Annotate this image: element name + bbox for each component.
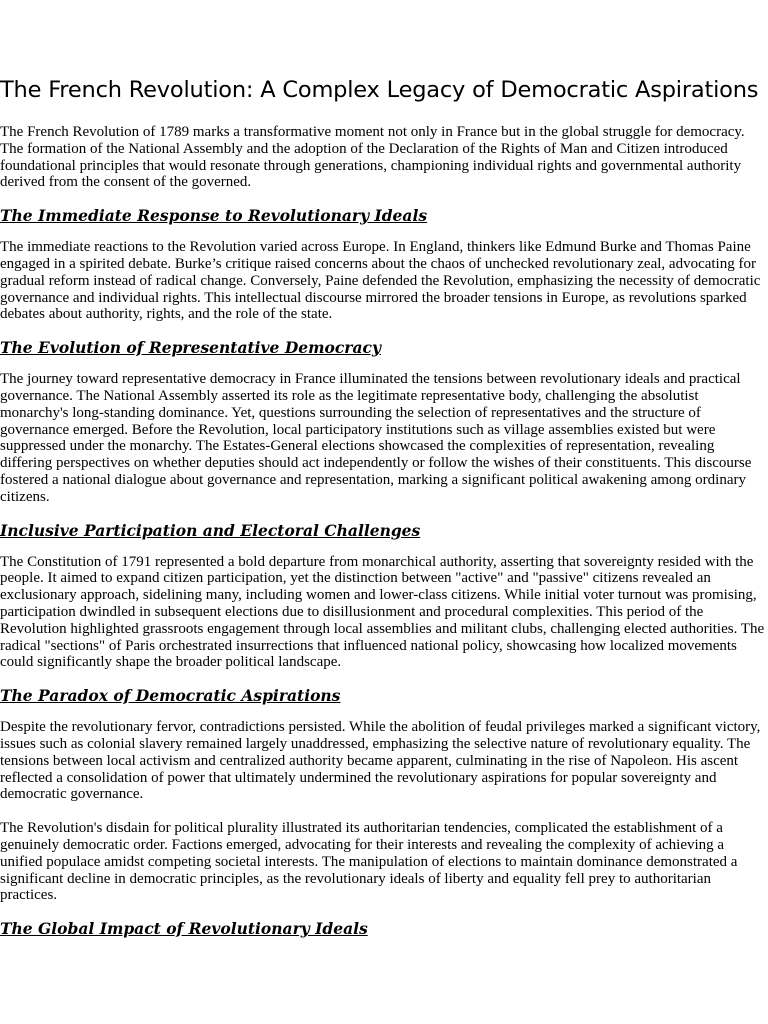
intro-paragraph: The French Revolution of 1789 marks a transformative moment not only in France but in the global struggle for democracy. The formation of the National Assembly and the adoption of the Declaration of the Rights of Man and Citizen introduced foundational principles that would resonate through generations, championing individual rights and governmental authority derived from the consent of the governed. (0, 124, 745, 191)
section-heading-global-impact: The Global Impact of Revolutionary Ideals (0, 919, 368, 939)
section-heading-paradox: The Paradox of Democratic Aspirations (0, 686, 341, 706)
section-heading-immediate-response: The Immediate Response to Revolutionary Ideals (0, 206, 428, 226)
document-page (0, 74, 766, 952)
section-paragraph: The immediate reactions to the Revolution varied across Europe. In England, thinkers like Edmund Burke and Thomas Paine engaged in a spirited debate. Burke’s critique raised concerns about the chaos of unchecked revolutionary zeal, advocating for gradual reform instead of radical change. Conversely, Paine defended the Revolution, emphasizing the necessity of democratic governance and individual rights. This intellectual discourse mirrored the broader tensions in Europe, as revolutions sparked debates about authority, rights, and the role of the state. (0, 239, 761, 323)
section-paragraph: Despite the revolutionary fervor, contradictions persisted. While the abolition of feudal privileges marked a significant victory, issues such as colonial slavery remained largely unaddressed, emphasizing the selective nature of revolutionary equality. The tensions between local activism and centralized authority became apparent, culminating in the rise of Napoleon. His ascent reflected a consolidation of power that ultimately undermined the revolutionary aspirations for popular sovereignty and democratic governance. (0, 719, 761, 803)
article-title: The French Revolution: A Complex Legacy of Democratic Aspirations (0, 77, 759, 103)
section-paragraph: The Revolution's disdain for political plurality illustrated its authoritarian tendencies, complicated the establishment of a genuinely democratic order. Factions emerged, advocating for their interests and revealing the complexity of achieving a unified populace amidst competing societal interests. The manipulation of elections to maintain dominance demonstrated a significant decline in democratic principles, as the revolutionary ideals of liberty and equality fell prey to authoritarian practices. (0, 820, 738, 904)
section-paragraph: The journey toward representative democracy in France illuminated the tensions between revolutionary ideals and practical governance. The National Assembly asserted its role as the legitimate representative body, challenging the absolutist monarchy's long-standing dominance. Yet, questions surrounding the selection of representatives and the structure of governance emerged. Before the Revolution, local participatory institutions such as village assemblies existed but were suppressed under the monarchy. The Estates-General elections showcased the complexities of representation, revealing differing perspectives on whether deputies should act independently or follow the wishes of their constituents. This discourse fostered a national dialogue about governance and representation, marking a significant political awakening among ordinary citizens. (0, 371, 752, 505)
section-heading-representative-democracy: The Evolution of Representative Democracy (0, 338, 381, 358)
section-paragraph: The Constitution of 1791 represented a bold departure from monarchical authority, asserting that sovereignty resided with the people. It aimed to expand citizen participation, yet the distinction between "active" and "passive" citizens revealed an exclusionary approach, sidelining many, including women and lower-class citizens. While initial voter turnout was promising, participation dwindled in subsequent elections due to disillusionment and procedural complexities. This period of the Revolution highlighted grassroots engagement through local assemblies and militant clubs, challenging elected authorities. The radical "sections" of Paris orchestrated insurrections that influenced national policy, showcasing how localized movements could significantly shape the broader political landscape. (0, 553, 765, 671)
section-heading-inclusive-participation: Inclusive Participation and Electoral Challenges (0, 520, 421, 540)
